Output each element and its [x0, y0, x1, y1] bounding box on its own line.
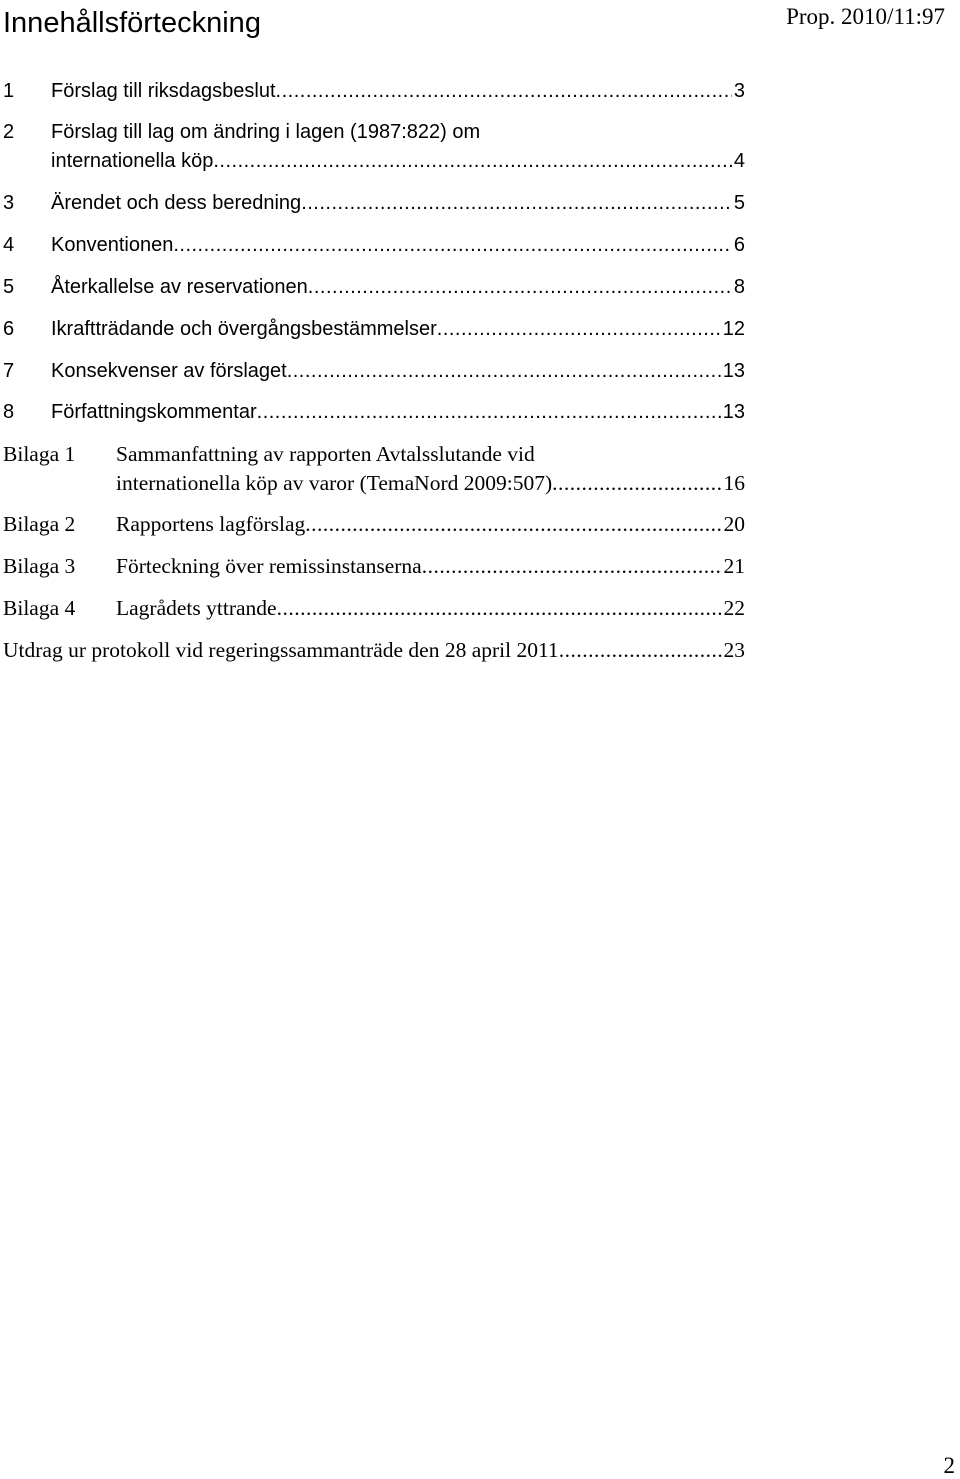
appendix-label: Bilaga 4	[3, 596, 76, 620]
dot-leader	[276, 77, 732, 105]
dot-leader	[287, 357, 721, 385]
toc-entry-number: 5	[3, 276, 15, 298]
dot-leader	[422, 552, 722, 580]
toc-entry-3[interactable]	[3, 189, 745, 217]
dot-leader	[301, 189, 732, 217]
toc-entry-6[interactable]	[3, 315, 745, 343]
toc-entry-4[interactable]	[3, 231, 745, 259]
toc-entry-page: 4	[733, 150, 745, 172]
protocol-page: 23	[723, 638, 745, 662]
toc-entry-title: Konventionen	[51, 234, 174, 256]
toc-entry-title: Ikraftträdande och övergångsbestämmelser	[51, 318, 437, 340]
appendix-title: Förteckning över remissinstanserna	[116, 554, 422, 578]
appendix-page: 22	[723, 596, 745, 620]
toc-entry-8[interactable]	[3, 398, 745, 426]
appendix-page: 16	[723, 471, 745, 495]
toc-entry-number: 7	[3, 360, 15, 382]
appendix-label: Bilaga 1	[3, 442, 76, 466]
toc-entry-title-line1: Förslag till lag om ändring i lagen (1987:822) om	[51, 121, 481, 143]
dot-leader	[277, 594, 722, 622]
toc-entry-2-first-line[interactable]	[3, 118, 480, 146]
dot-leader	[559, 636, 722, 664]
appendix-label: Bilaga 3	[3, 554, 76, 578]
toc-entry-number: 2	[3, 121, 15, 143]
toc-entry-2[interactable]	[51, 147, 745, 175]
toc-entry-5[interactable]	[3, 273, 745, 301]
appendix-label: Bilaga 2	[3, 512, 76, 536]
dot-leader	[437, 315, 721, 343]
appendix-page: 20	[723, 512, 745, 536]
document-title: Innehållsförteckning	[3, 7, 261, 39]
page-number: 2	[943, 1453, 955, 1478]
appendix-title-line1: Sammanfattning av rapporten Avtalsslutande vid	[116, 442, 535, 466]
document-reference: Prop. 2010/11:97	[786, 4, 945, 29]
toc-entry-page: 13	[722, 360, 745, 382]
toc-entry-number: 1	[3, 80, 15, 102]
toc-entry-number: 6	[3, 318, 15, 340]
toc-entry-title: Förslag till riksdagsbeslut	[51, 80, 276, 102]
toc-entry-page: 12	[722, 318, 745, 340]
toc-appendix-3[interactable]	[3, 552, 745, 580]
toc-entry-page: 3	[733, 80, 745, 102]
appendix-title: Lagrådets yttrande	[116, 596, 277, 620]
toc-entry-number: 8	[3, 401, 15, 423]
toc-appendix-1-first-line[interactable]	[3, 440, 535, 468]
dot-leader	[257, 398, 721, 426]
dot-leader	[308, 273, 732, 301]
toc-entry-page: 6	[733, 234, 745, 256]
toc-entry-title: Konsekvenser av förslaget	[51, 360, 287, 382]
toc-entry-title: Författningskommentar	[51, 401, 257, 423]
toc-entry-title: Återkallelse av reservationen	[51, 276, 308, 298]
dot-leader	[305, 510, 721, 538]
toc-entry-title: Ärendet och dess beredning	[51, 192, 302, 214]
protocol-title: Utdrag ur protokoll vid regeringssammanträde den 28 april 2011	[3, 638, 559, 662]
toc-appendix-2[interactable]	[3, 510, 745, 538]
toc-entry-page: 13	[722, 401, 745, 423]
appendix-page: 21	[723, 554, 745, 578]
dot-leader	[173, 231, 732, 259]
toc-entry-number: 3	[3, 192, 15, 214]
dot-leader	[213, 147, 732, 175]
toc-entry-7[interactable]	[3, 357, 745, 385]
toc-entry-1[interactable]	[3, 77, 745, 105]
toc-appendix-1[interactable]	[116, 469, 745, 497]
toc-appendix-4[interactable]	[3, 594, 745, 622]
dot-leader	[552, 469, 721, 497]
appendix-title: internationella köp av varor (TemaNord 2009:507)	[116, 471, 553, 495]
toc-entry-title: internationella köp	[51, 150, 214, 172]
toc-entry-page: 8	[733, 276, 745, 298]
toc-protocol-entry[interactable]	[3, 636, 745, 664]
appendix-title: Rapportens lagförslag	[116, 512, 306, 536]
toc-entry-page: 5	[733, 192, 745, 214]
toc-entry-number: 4	[3, 234, 15, 256]
